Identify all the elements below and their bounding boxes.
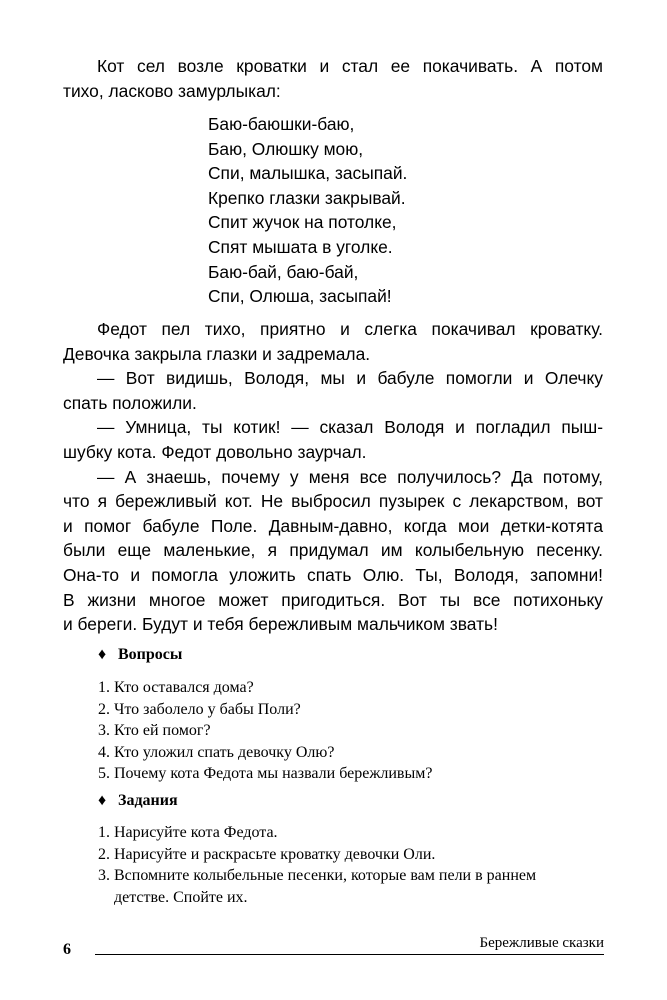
text-line: — А знаешь, почему у меня все получилось? Да потому,	[97, 466, 603, 487]
poem-line: Крепко глазки закрывай.	[208, 187, 406, 208]
tasks-heading	[98, 792, 178, 810]
story-text	[63, 317, 603, 637]
lullaby-poem	[208, 112, 407, 309]
text-line: что я бережливый кот. Не выбросил пузырек с лекарством, вот	[63, 491, 603, 512]
text-line: Девочка закрыла глазки и задремала.	[63, 343, 371, 364]
question-item: 1. Кто оставался дома?	[98, 679, 254, 696]
text-line: и береги. Будут и тебя бережливым мальчиком звать!	[63, 614, 498, 635]
task-item: 2. Нарисуйте и раскрасьте кроватку девочки Оли.	[98, 845, 436, 863]
task-item: 1. Нарисуйте кота Федота.	[98, 824, 278, 841]
questions-list	[98, 677, 432, 785]
intro-paragraph	[63, 54, 603, 103]
text-line: спать положили.	[63, 392, 197, 413]
task-item: 3. Вспомните колыбельные песенки, которые вам пели в раннем	[98, 867, 537, 884]
text-line: Кот сел возле кроватки и стал ее покачивать. А потом	[97, 56, 603, 76]
question-item: 3. Кто ей помог?	[98, 722, 211, 739]
poem-line: Спи, Олюша, засыпай!	[208, 286, 392, 307]
poem-line: Баю, Олюшку мою,	[208, 138, 364, 159]
poem-line: Спят мышата в уголке.	[208, 236, 393, 257]
poem-line: Спит жучок на потолке,	[208, 212, 397, 233]
running-footer-title: Бережливые сказки	[479, 935, 604, 951]
poem-line: Спи, малышка, засыпай.	[208, 163, 408, 184]
tasks-list	[98, 822, 536, 908]
text-line: Федот пел тихо, приятно и слегка покачивал кроватку.	[97, 319, 603, 339]
text-line: шубку кота. Федот довольно заурчал.	[63, 441, 367, 462]
poem-line: Баю-баюшки-баю,	[208, 114, 355, 134]
task-item: детстве. Спойте их.	[98, 888, 248, 906]
question-item: 4. Кто уложил спать девочку Олю?	[98, 743, 335, 761]
question-item: 5. Почему кота Федота мы назвали бережливым?	[98, 765, 433, 782]
text-line: В жизни многое может пригодиться. Вот ты все потихоньку	[63, 589, 603, 610]
text-line: Она-то и помогла уложить спать Олю. Ты, Володя, запомни!	[63, 564, 603, 585]
text-line: — Умница, ты котик! — сказал Володя и погладил пыш-	[97, 417, 603, 438]
tasks-title: Задания	[118, 792, 178, 809]
questions-title: Вопросы	[118, 646, 183, 663]
footer-divider	[95, 954, 604, 955]
text-line: тихо, ласково замурлыкал:	[63, 80, 281, 101]
diamond-bullet-icon: ♦	[98, 646, 107, 663]
diamond-bullet-icon: ♦	[98, 792, 107, 809]
text-line: были еще маленькие, я придумал им колыбельную песенку.	[63, 540, 603, 561]
question-item: 2. Что заболело у бабы Поли?	[98, 700, 301, 718]
text-line: и помог бабуле Поле. Давным-давно, когда мои детки-котята	[63, 515, 603, 536]
questions-heading	[98, 646, 182, 664]
text-line: — Вот видишь, Володя, мы и бабуле помогли и Олечку	[97, 368, 603, 389]
page-number: 6	[63, 941, 71, 958]
poem-line: Баю-бай, баю-бай,	[208, 261, 359, 282]
